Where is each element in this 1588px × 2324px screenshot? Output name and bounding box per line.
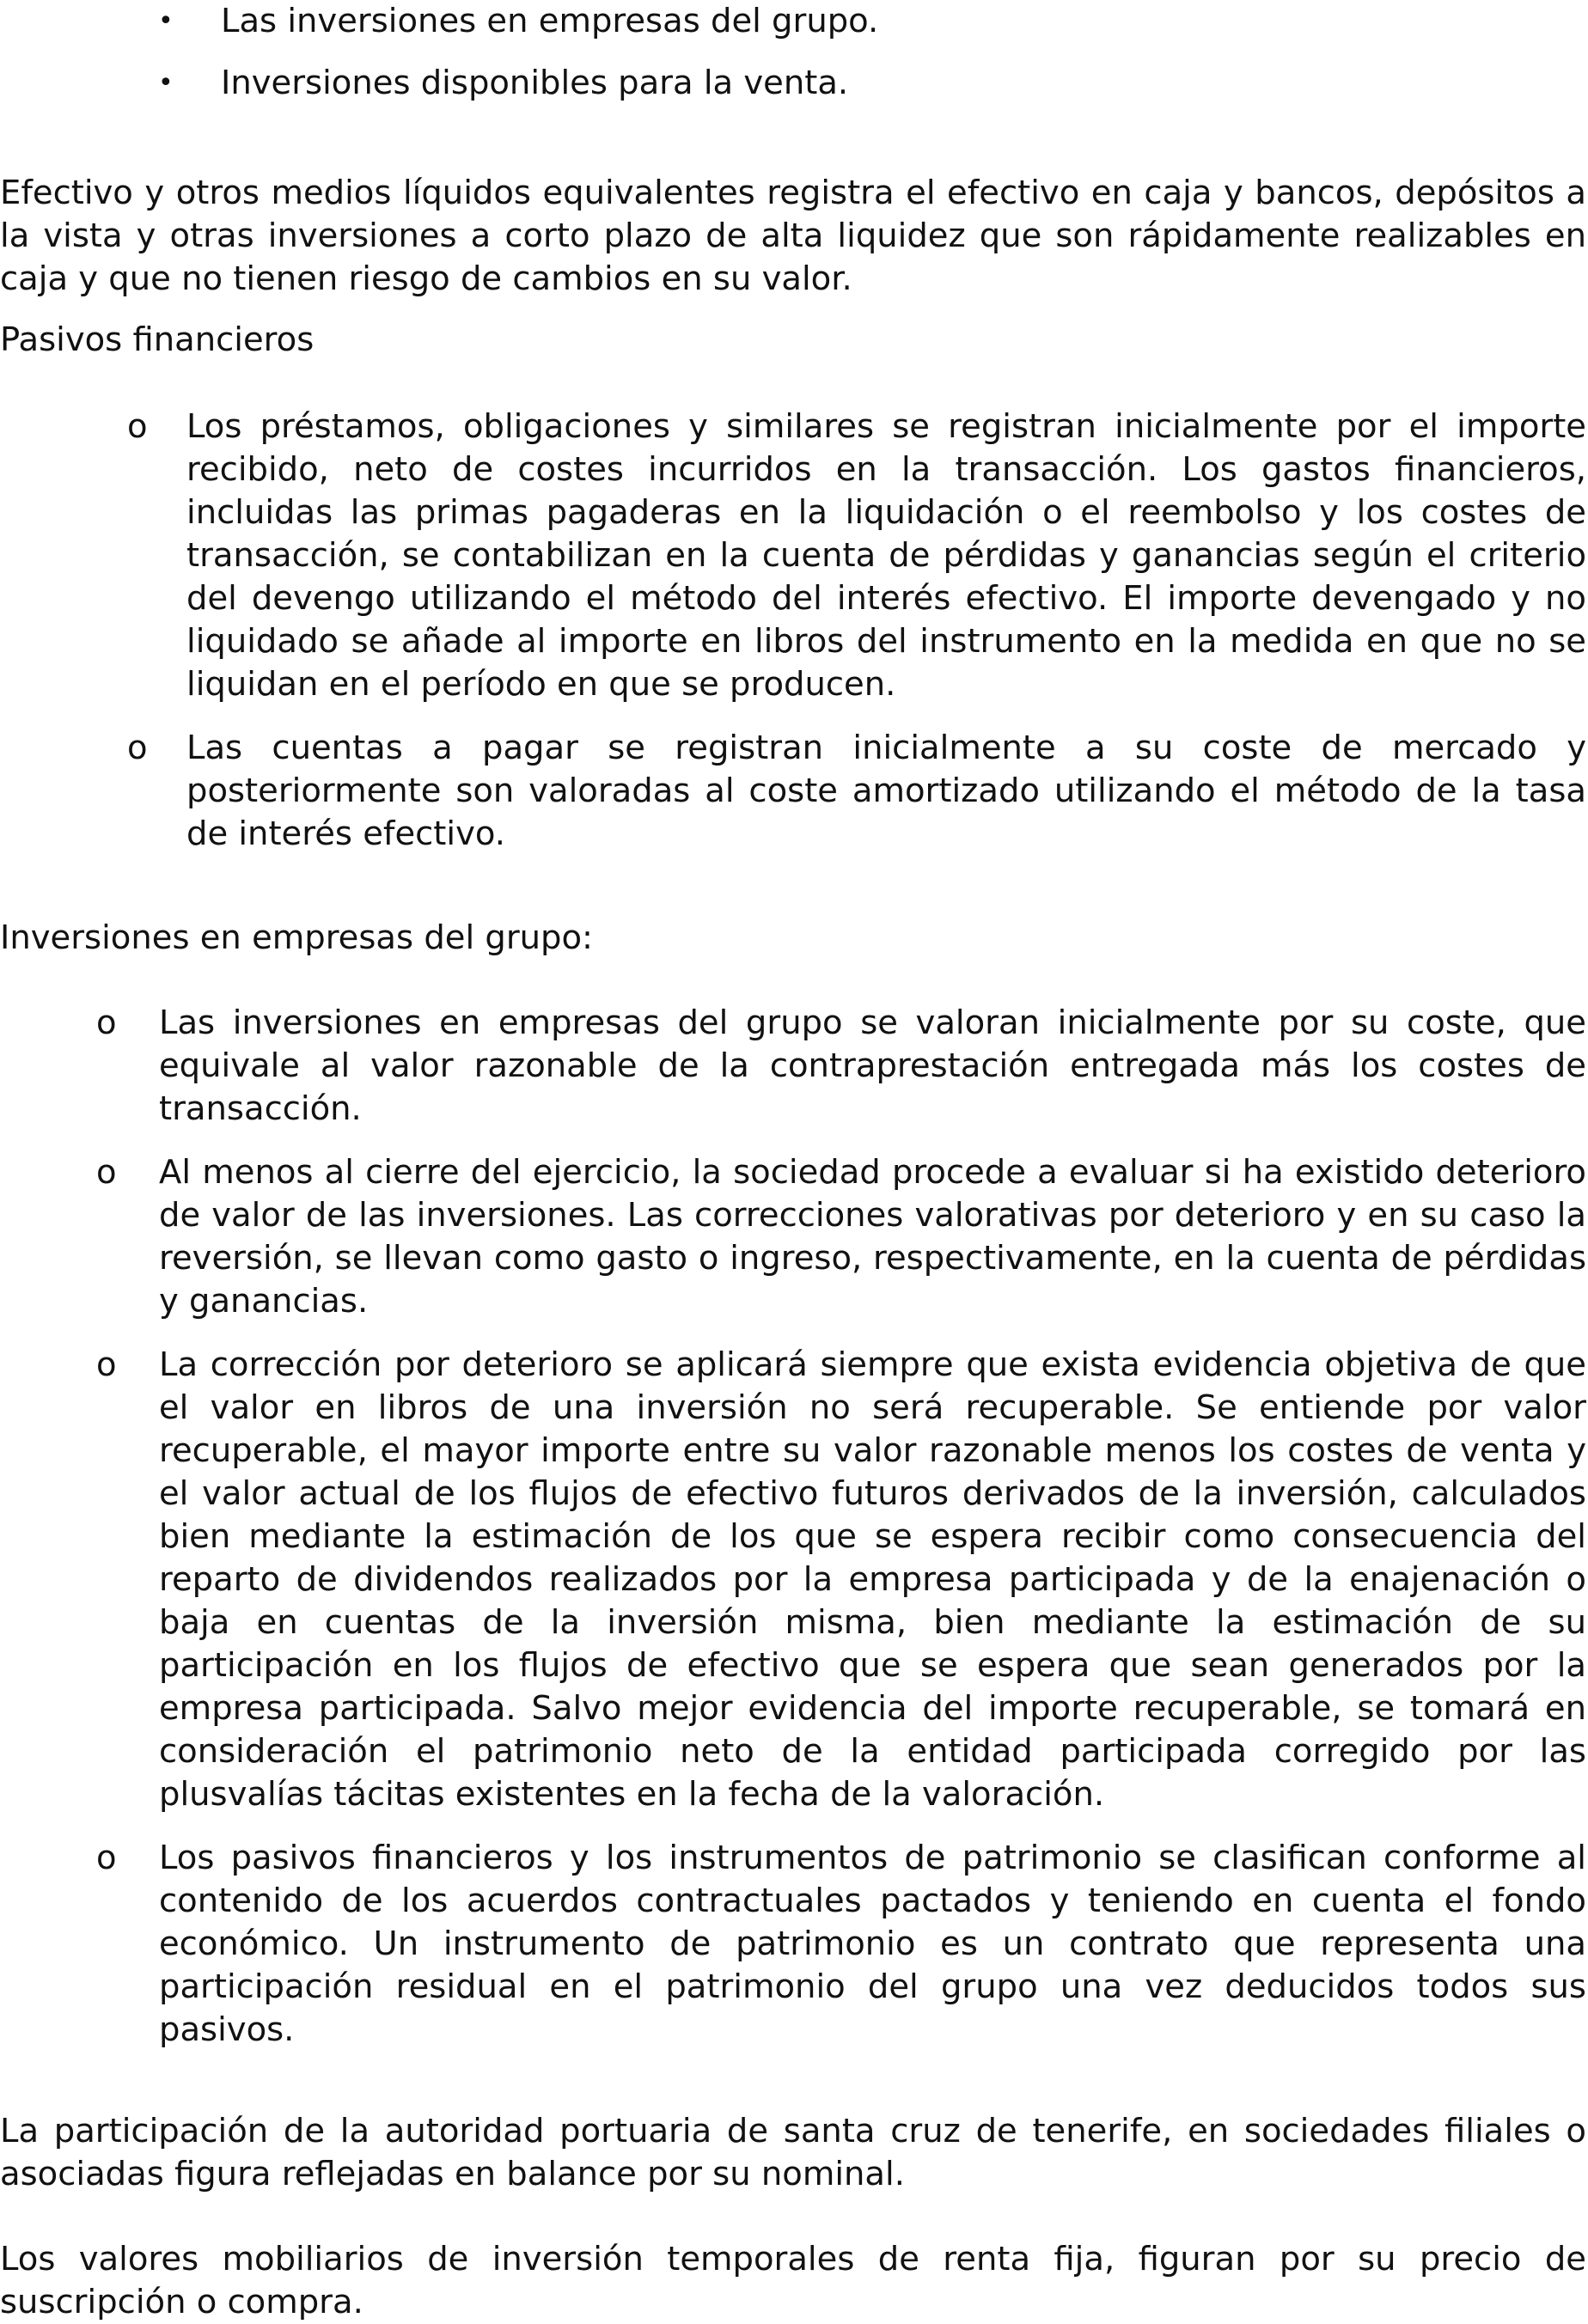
circle-bullet-marker: o — [96, 1153, 117, 1192]
list-item-text: La corrección por deterioro se aplicará siempre que exista evidencia objetiva de que el valor en libros de una inversión no será recuperable. Se entiende por valor recuperable, el mayor importe entre su valor razonable menos los costes de venta y el valor actual de los flujos de efectivo futuros derivados de la inversión, calculados bien mediante la estimación de los que se espera recibir como consecuencia del reparto de dividendos realizados por la empresa participada y de la enajenación o baja en cuentas de la inversión misma, bien mediante la estimación de su participación en los flujos de efectivo que se espera que sean generados por la empresa participada. Salvo mejor evidencia del importe recuperable, se tomará en consideración el patrimonio neto de la entidad participada corregido por las plusvalías tácitas existentes en la fecha de la valoración. — [159, 1345, 1586, 1814]
list-item — [96, 1837, 1586, 2052]
section-heading-pasivos: Pasivos financieros — [0, 320, 315, 359]
list-item — [158, 62, 1588, 105]
list-item — [96, 1344, 1586, 1816]
list-item-text: Los préstamos, obligaciones y similares se registran inicialmente por el importe recibido, neto de costes incurridos en la transacción. Los gastos financieros, incluidas las primas pagaderas en la liquidación o el reembolso y los costes de transacción, se contabilizan en la cuenta de pérdidas y ganancias según el criterio del devengo utilizando el método del interés efectivo. El importe devengado y no liquidado se añade al importe en libros del instrumento en la medida en que no se liquidan en el período en que se producen. — [186, 407, 1586, 704]
list-item — [96, 1002, 1586, 1131]
list-item — [96, 1151, 1586, 1323]
paragraph-efectivo: Efectivo y otros medios líquidos equivalentes registra el efectivo en caja y bancos, depósitos a la vista y otras inversiones a corto plazo de alta liquidez que son rápidamente realizables en caja y que no tienen riesgo de cambios en su valor. — [0, 174, 1586, 298]
list-item-text: Las cuentas a pagar se registran inicialmente a su coste de mercado y posteriormente son valoradas al coste amortizado utilizando el método de la tasa de interés efectivo. — [186, 729, 1586, 853]
list-item-text: Al menos al cierre del ejercicio, la sociedad procede a evaluar si ha existido deterioro de valor de las inversiones. Las correcciones valorativas por deterioro y en su caso la reversión, se llevan como gasto o ingreso, respectivamente, en la cuenta de pérdidas y ganancias. — [159, 1153, 1586, 1321]
circle-bullet-marker: o — [96, 1003, 117, 1042]
paragraph-valores: Los valores mobiliarios de inversión temporales de renta fija, figuran por su precio de suscripción o compra. — [0, 2240, 1586, 2321]
bullet-marker: • — [158, 68, 174, 98]
bullet-marker: • — [158, 6, 174, 36]
circle-bullet-marker: o — [127, 407, 148, 446]
circle-bullet-marker: o — [127, 729, 148, 767]
list-inversiones-grupo — [96, 1002, 1586, 2072]
circle-bullet-marker: o — [96, 1839, 117, 1877]
list-item — [127, 406, 1586, 706]
list-item — [158, 0, 1588, 43]
list-item-text: Las inversiones en empresas del grupo. — [221, 2, 879, 40]
circle-bullet-marker: o — [96, 1345, 117, 1384]
paragraph-participacion: La participación de la autoridad portuaria de santa cruz de tenerife, en sociedades filiales o asociadas figura reflejadas en balance por su nominal. — [0, 2112, 1586, 2193]
list-item-text: Inversiones disponibles para la venta. — [221, 64, 849, 102]
section-heading-inversiones: Inversiones en empresas del grupo: — [0, 918, 594, 957]
list-item — [127, 727, 1586, 856]
list-pasivos-financieros — [127, 406, 1586, 876]
list-item-text: Los pasivos financieros y los instrumentos de patrimonio se clasifican conforme al contenido de los acuerdos contractuales pactados y teniendo en cuenta el fondo económico. Un instrumento de patrimonio es un contrato que representa una participación residual en el patrimonio del grupo una vez deducidos todos sus pasivos. — [159, 1839, 1586, 2049]
bullet-list-top — [0, 0, 1588, 105]
list-item-text: Las inversiones en empresas del grupo se valoran inicialmente por su coste, que equivale al valor razonable de la contraprestación entregada más los costes de transacción. — [159, 1003, 1586, 1128]
